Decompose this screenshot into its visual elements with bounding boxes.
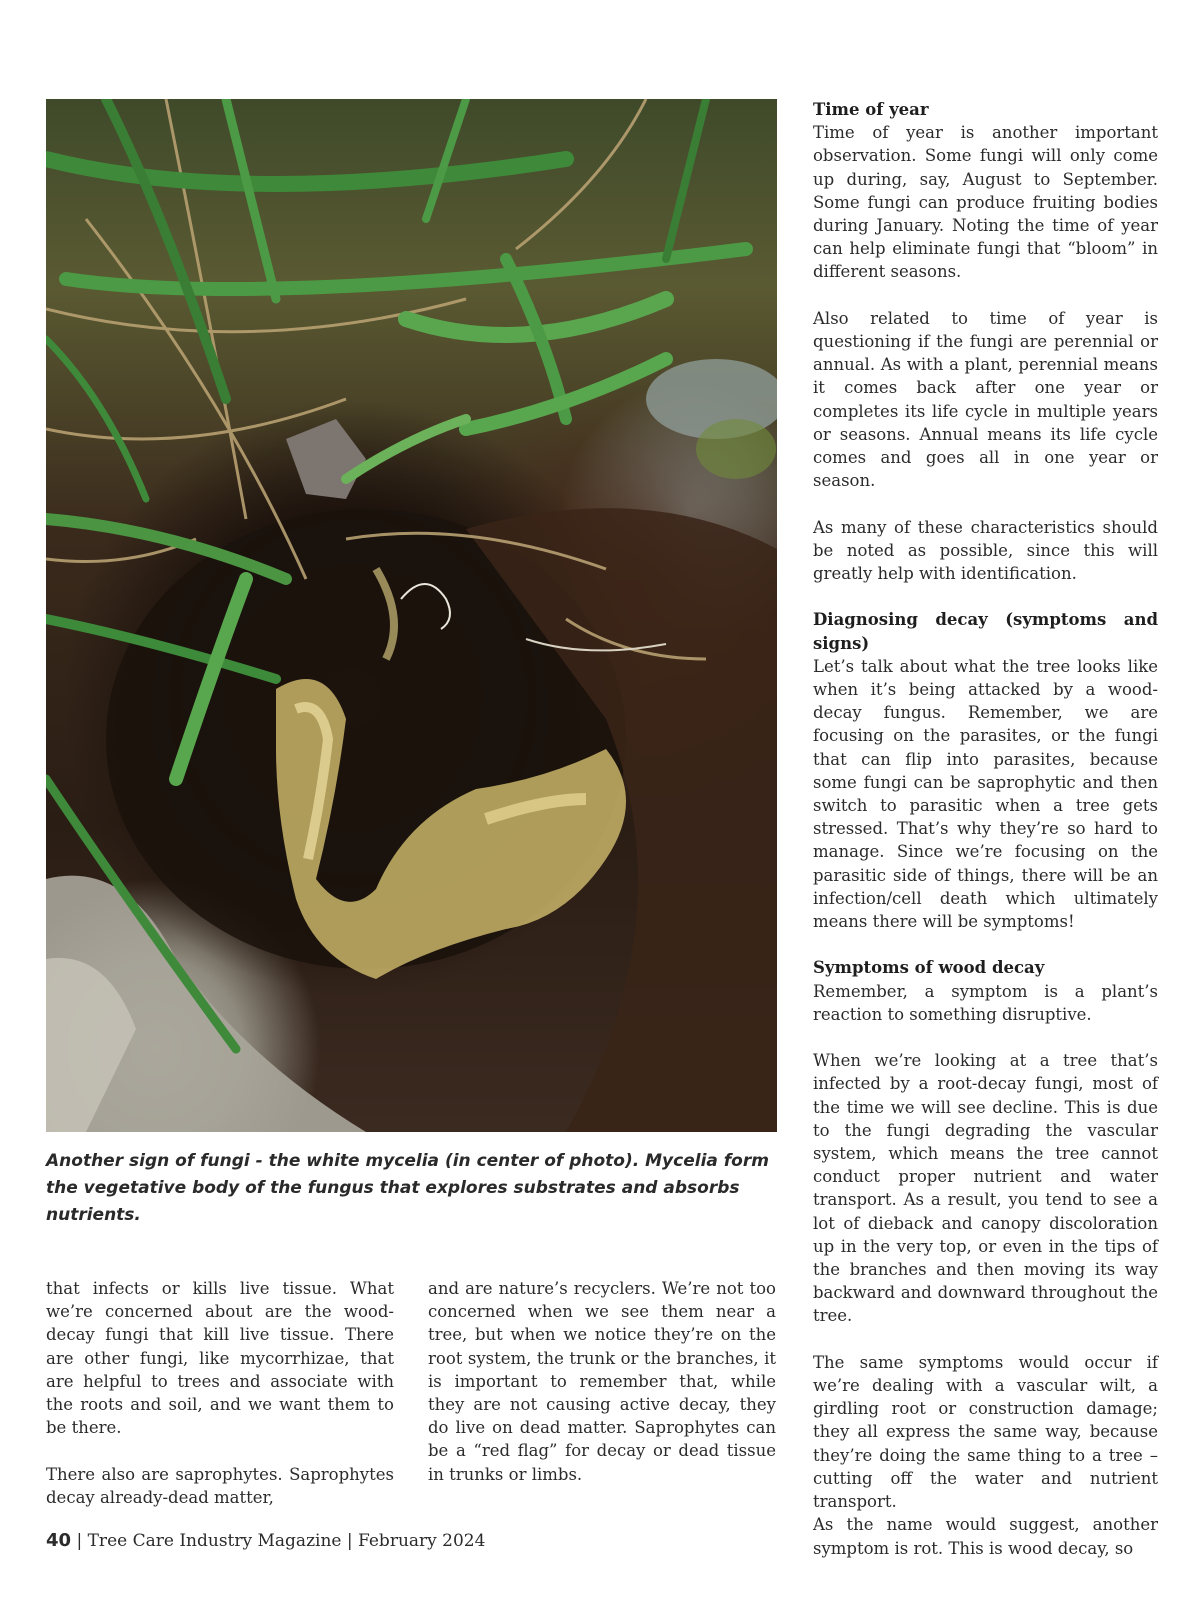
- paragraph-rot: As the name would suggest, another symptom is rot. This is wood decay, so: [813, 1515, 1158, 1558]
- heading-time-of-year: Time of year: [813, 100, 929, 119]
- paragraph-diagnosing: Let’s talk about what the tree looks like when it’s being attacked by a wood-decay fungus. Remember, we are focusing on the parasites, or the fungi that can flip into parasites, because some fungi can be saprophytic and then switch to parasitic when a tree gets stressed. That’s why they’re so hard to manage. Since we’re focusing on the parasitic side of things, there will be an infection/cell death which ultimately means there will be symptoms!: [813, 656, 1158, 932]
- photo-illustration: [46, 99, 777, 1132]
- paragraph-perennial-annual: Also related to time of year is questioning if the fungi are perennial or annual. As with a plant, perennial means it comes back after one year or completes its life cycle in multiple years or seasons. Annual means its life cycle comes and goes all in one year or season.: [813, 308, 1158, 491]
- paragraph-characteristics: As many of these characteristics should be noted as possible, since this will greatly help with identification.: [813, 517, 1158, 584]
- photo-caption: Another sign of fungi - the white mycelia (in center of photo). Mycelia form the vegetative body of the fungus that explores substrates and absorbs nutrients.: [46, 1151, 769, 1225]
- body-column-middle: [428, 1277, 776, 1486]
- paragraph-same-symptoms: The same symptoms would occur if we’re dealing with a vascular wilt, a girdling root or construction damage; they all express the same way, because they’re doing the same thing to a tree – cutting off the water and nutrient transport.: [813, 1352, 1158, 1512]
- paragraph-infects-live-tissue: that infects or kills live tissue. What we’re concerned about are the wood-decay fungi that kill live tissue. There are other fungi, like mycorrhizae, that are helpful to trees and associate with the roots and soil, and we want them to be there.: [46, 1279, 394, 1438]
- page-footer: [46, 1530, 485, 1551]
- paragraph-root-decay-decline: When we’re looking at a tree that’s infected by a root-decay fungi, most of the time we will see decline. This is due to the fungi degrading the vascular system, which means the tree cannot conduct proper nutrient and water transport. As a result, you tend to see a lot of dieback and canopy discoloration up in the very top, or even in the tips of the branches and then moving its way backward and downward throughout the tree.: [813, 1051, 1158, 1326]
- paragraph-symptom-definition: Remember, a symptom is a plant’s reaction to something disruptive.: [813, 981, 1158, 1024]
- body-column-left: [46, 1277, 394, 1509]
- heading-diagnosing-decay: Diagnosing decay (symptoms and signs): [813, 610, 1158, 653]
- paragraph-saprophytes: There also are saprophytes. Saprophytes decay already-dead matter,: [46, 1464, 394, 1507]
- fungi-mycelia-photo: [46, 99, 777, 1132]
- publication-info: | Tree Care Industry Magazine | February 2024: [71, 1531, 486, 1551]
- heading-symptoms-wood-decay: Symptoms of wood decay: [813, 958, 1045, 978]
- body-column-right: [813, 98, 1158, 1560]
- paragraph-nature-recyclers: and are nature’s recyclers. We’re not too concerned when we see them near a tree, but when we notice they’re on the root system, the trunk or the branches, it is important to remember that, while they are not causing active decay, they do live on dead matter. Saprophytes can be a “red flag” for decay or dead tissue in trunks or limbs.: [428, 1279, 776, 1484]
- page-number: 40: [46, 1530, 72, 1551]
- paragraph-time-of-year: Time of year is another important observation. Some fungi will only come up during, say, August to September. Some fungi can produce fruiting bodies during January. Noting the time of year can help eliminate fungi that “bloom” in different seasons.: [813, 123, 1158, 282]
